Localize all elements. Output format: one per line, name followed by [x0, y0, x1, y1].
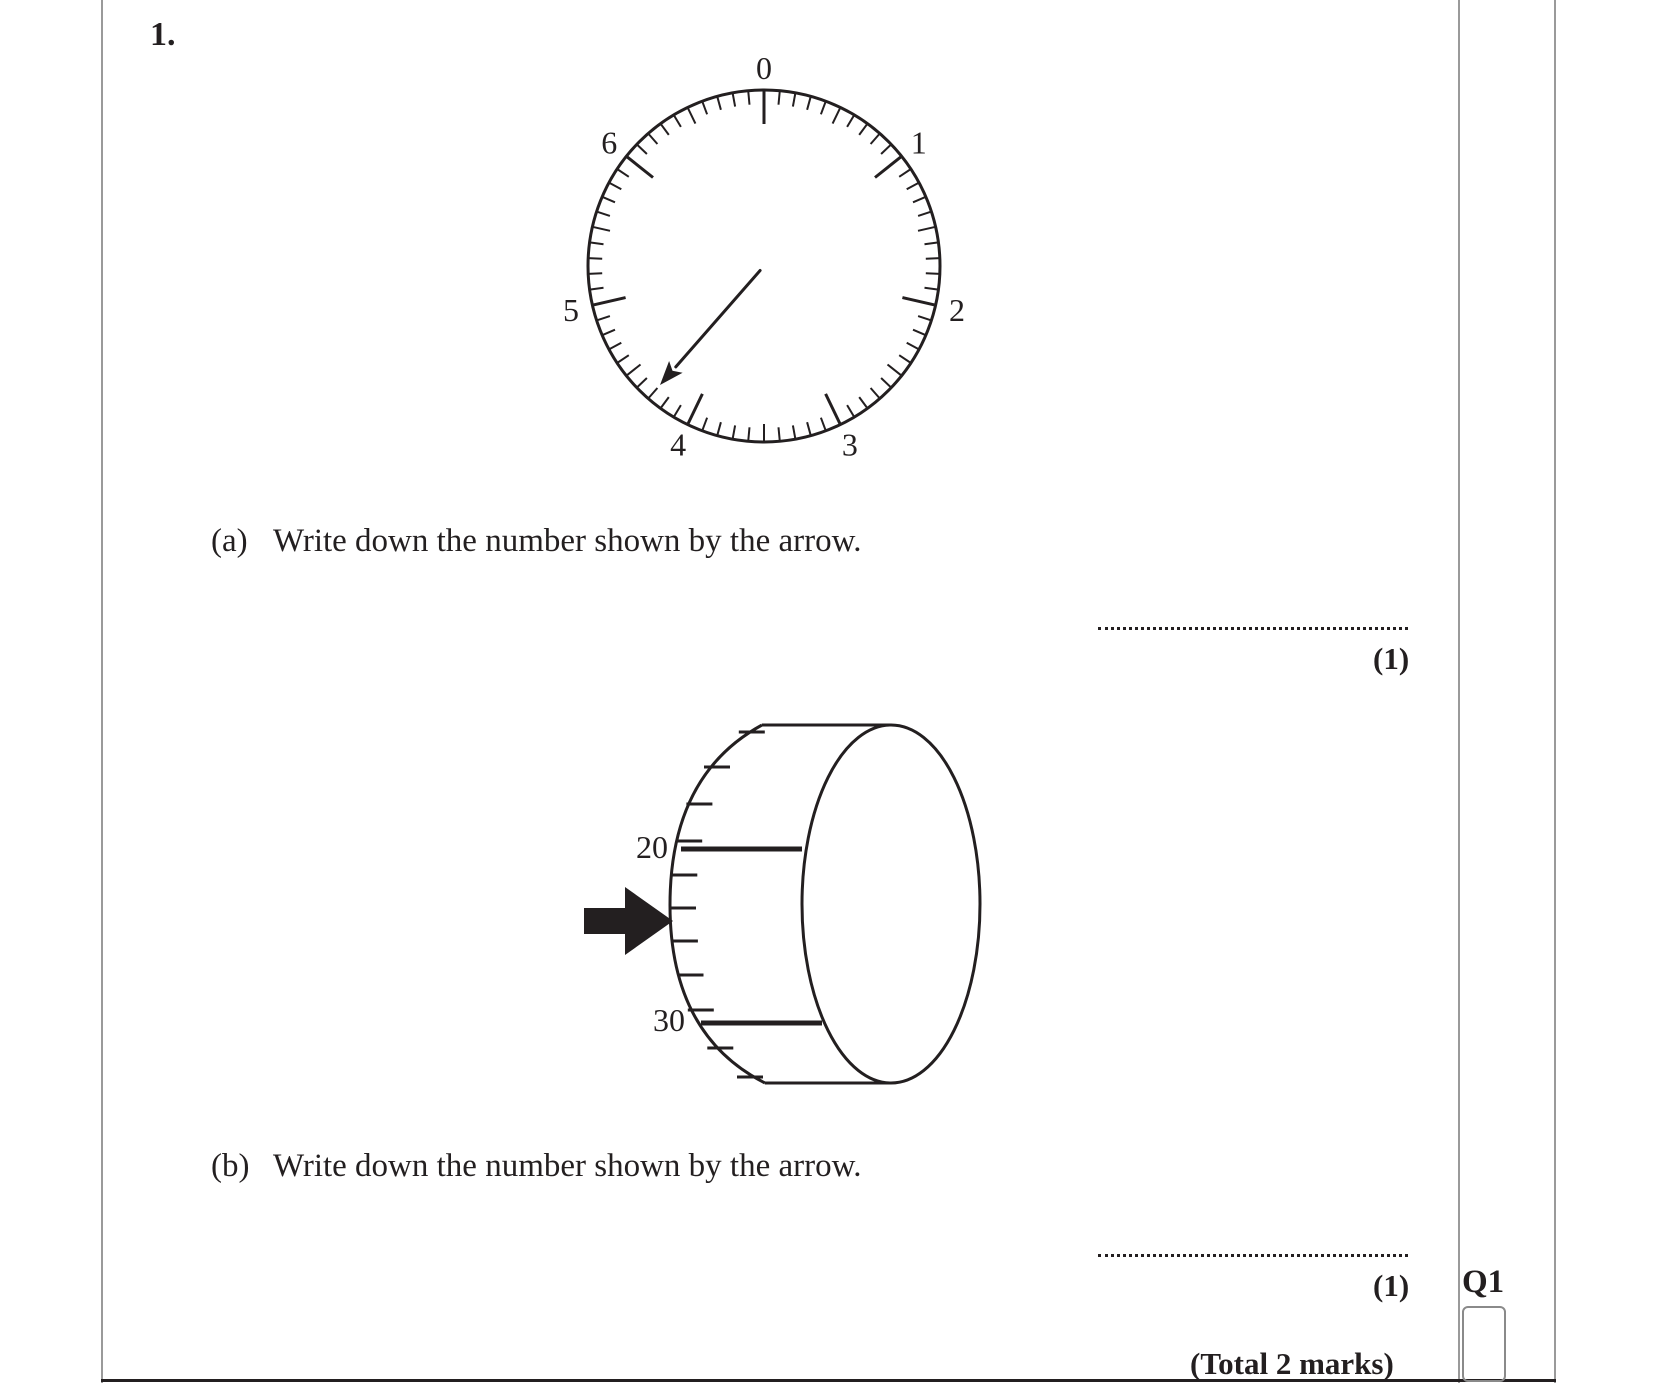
dial-minor-tick: [733, 93, 736, 107]
dial-minor-tick: [617, 355, 629, 363]
dial-minor-tick: [590, 288, 604, 290]
dial-arrow: [660, 271, 760, 386]
dial-minor-tick: [859, 124, 867, 135]
dial-label-1: 1: [910, 124, 927, 161]
cylinder-label-upper: 20: [636, 829, 668, 865]
page-left-border: [101, 0, 103, 1383]
part-a-question: [211, 523, 862, 560]
dial-major-tick: [875, 156, 902, 177]
dial-minor-tick: [779, 91, 780, 105]
dial-minor-tick: [748, 91, 749, 105]
dial-label-0: 0: [756, 50, 772, 86]
dial-minor-tick: [871, 388, 880, 399]
dial-label-3: 3: [841, 426, 858, 463]
dial-minor-tick: [702, 418, 707, 431]
dial-minor-tick: [793, 93, 796, 107]
dial-minor-tick: [821, 418, 826, 431]
margin-column-left-line: [1458, 0, 1460, 1383]
dial-minor-tick: [899, 169, 911, 177]
dial-minor-tick: [637, 144, 647, 154]
dial-minor-tick: [833, 107, 841, 123]
dial-minor-tick: [907, 183, 919, 190]
cylinder-label-lower: 30: [653, 1002, 685, 1038]
dial-minor-tick: [907, 343, 919, 350]
dial-minor-tick: [807, 422, 811, 436]
dial-minor-tick: [597, 316, 610, 320]
dial-minor-tick: [821, 101, 826, 114]
dial-minor-tick: [871, 134, 880, 145]
dial-figure: [540, 50, 965, 480]
dial-minor-tick: [661, 124, 669, 135]
dial-minor-tick: [926, 258, 940, 259]
part-b-letter: (b): [211, 1148, 250, 1184]
cylinder-pointer-arrow: [584, 887, 673, 955]
cylinder-scale-figure: [580, 715, 980, 1095]
dial-minor-tick: [717, 96, 721, 110]
part-a-letter: (a): [211, 523, 248, 559]
dial-label-2: 2: [949, 292, 965, 329]
dial-minor-tick: [617, 169, 629, 177]
dial-minor-tick: [648, 388, 657, 399]
margin-question-label: Q1: [1462, 1264, 1505, 1300]
dial-minor-tick: [702, 101, 707, 114]
part-a-text: Write down the number shown by the arrow.: [273, 523, 862, 559]
dial-minor-tick: [918, 212, 931, 216]
dial-major-tick: [592, 298, 625, 306]
dial-minor-tick: [925, 288, 939, 290]
total-marks: (Total 2 marks): [1190, 1346, 1394, 1381]
dial-minor-tick: [899, 355, 911, 363]
dial-major-tick: [902, 298, 935, 306]
dial-minor-tick: [588, 273, 602, 274]
dial-minor-tick: [674, 115, 681, 127]
dial-minor-tick: [637, 378, 647, 388]
dial-minor-tick: [588, 258, 602, 259]
dial-tick-marks: [588, 90, 940, 442]
dial-minor-tick: [688, 107, 696, 123]
dial-minor-tick: [925, 242, 939, 244]
dial-label-5: 5: [563, 292, 579, 329]
dial-label-6: 6: [601, 124, 618, 161]
part-b-text: Write down the number shown by the arrow.: [273, 1148, 862, 1184]
part-b-answer-line[interactable]: [1098, 1254, 1408, 1257]
dial-minor-tick: [847, 115, 854, 127]
dial-minor-tick: [674, 405, 681, 417]
dial-rim: [588, 90, 940, 442]
dial-minor-tick: [847, 405, 854, 417]
dial-minor-tick: [602, 197, 615, 203]
dial-minor-tick: [602, 330, 615, 336]
cylinder-end-face: [802, 725, 980, 1083]
dial-minor-tick: [918, 316, 931, 320]
dial-minor-tick: [609, 343, 621, 350]
part-a-answer-line[interactable]: [1098, 627, 1408, 630]
part-b-marks: (1): [1373, 1268, 1410, 1303]
dial-minor-tick: [881, 378, 891, 388]
question-number: 1.: [150, 16, 176, 53]
dial-minor-tick: [779, 427, 780, 441]
dial-major-tick: [688, 394, 703, 425]
dial-minor-tick: [926, 273, 940, 274]
dial-minor-tick: [626, 365, 640, 376]
dial-minor-tick: [661, 397, 669, 408]
dial-minor-tick: [918, 227, 936, 231]
dial-minor-tick: [748, 427, 749, 441]
dial-label-4: 4: [670, 426, 687, 463]
examiner-mark-box[interactable]: [1462, 1306, 1506, 1382]
dial-minor-tick: [648, 134, 657, 145]
dial-minor-tick: [717, 422, 721, 436]
dial-minor-tick: [609, 183, 621, 190]
dial-minor-tick: [807, 96, 811, 110]
dial-minor-tick: [733, 425, 736, 439]
dial-minor-tick: [913, 330, 926, 336]
dial-major-tick: [626, 156, 653, 177]
dial-minor-tick: [881, 144, 891, 154]
dial-minor-tick: [590, 242, 604, 244]
dial-major-tick: [826, 394, 841, 425]
dial-minor-tick: [597, 212, 610, 216]
dial-minor-tick: [592, 227, 610, 231]
dial-minor-tick: [793, 425, 796, 439]
margin-column-right-line: [1554, 0, 1556, 1383]
part-a-marks: (1): [1373, 641, 1410, 676]
dial-minor-tick: [888, 365, 902, 376]
dial-minor-tick: [913, 197, 926, 203]
part-b-question: [211, 1148, 862, 1185]
dial-minor-tick: [859, 397, 867, 408]
